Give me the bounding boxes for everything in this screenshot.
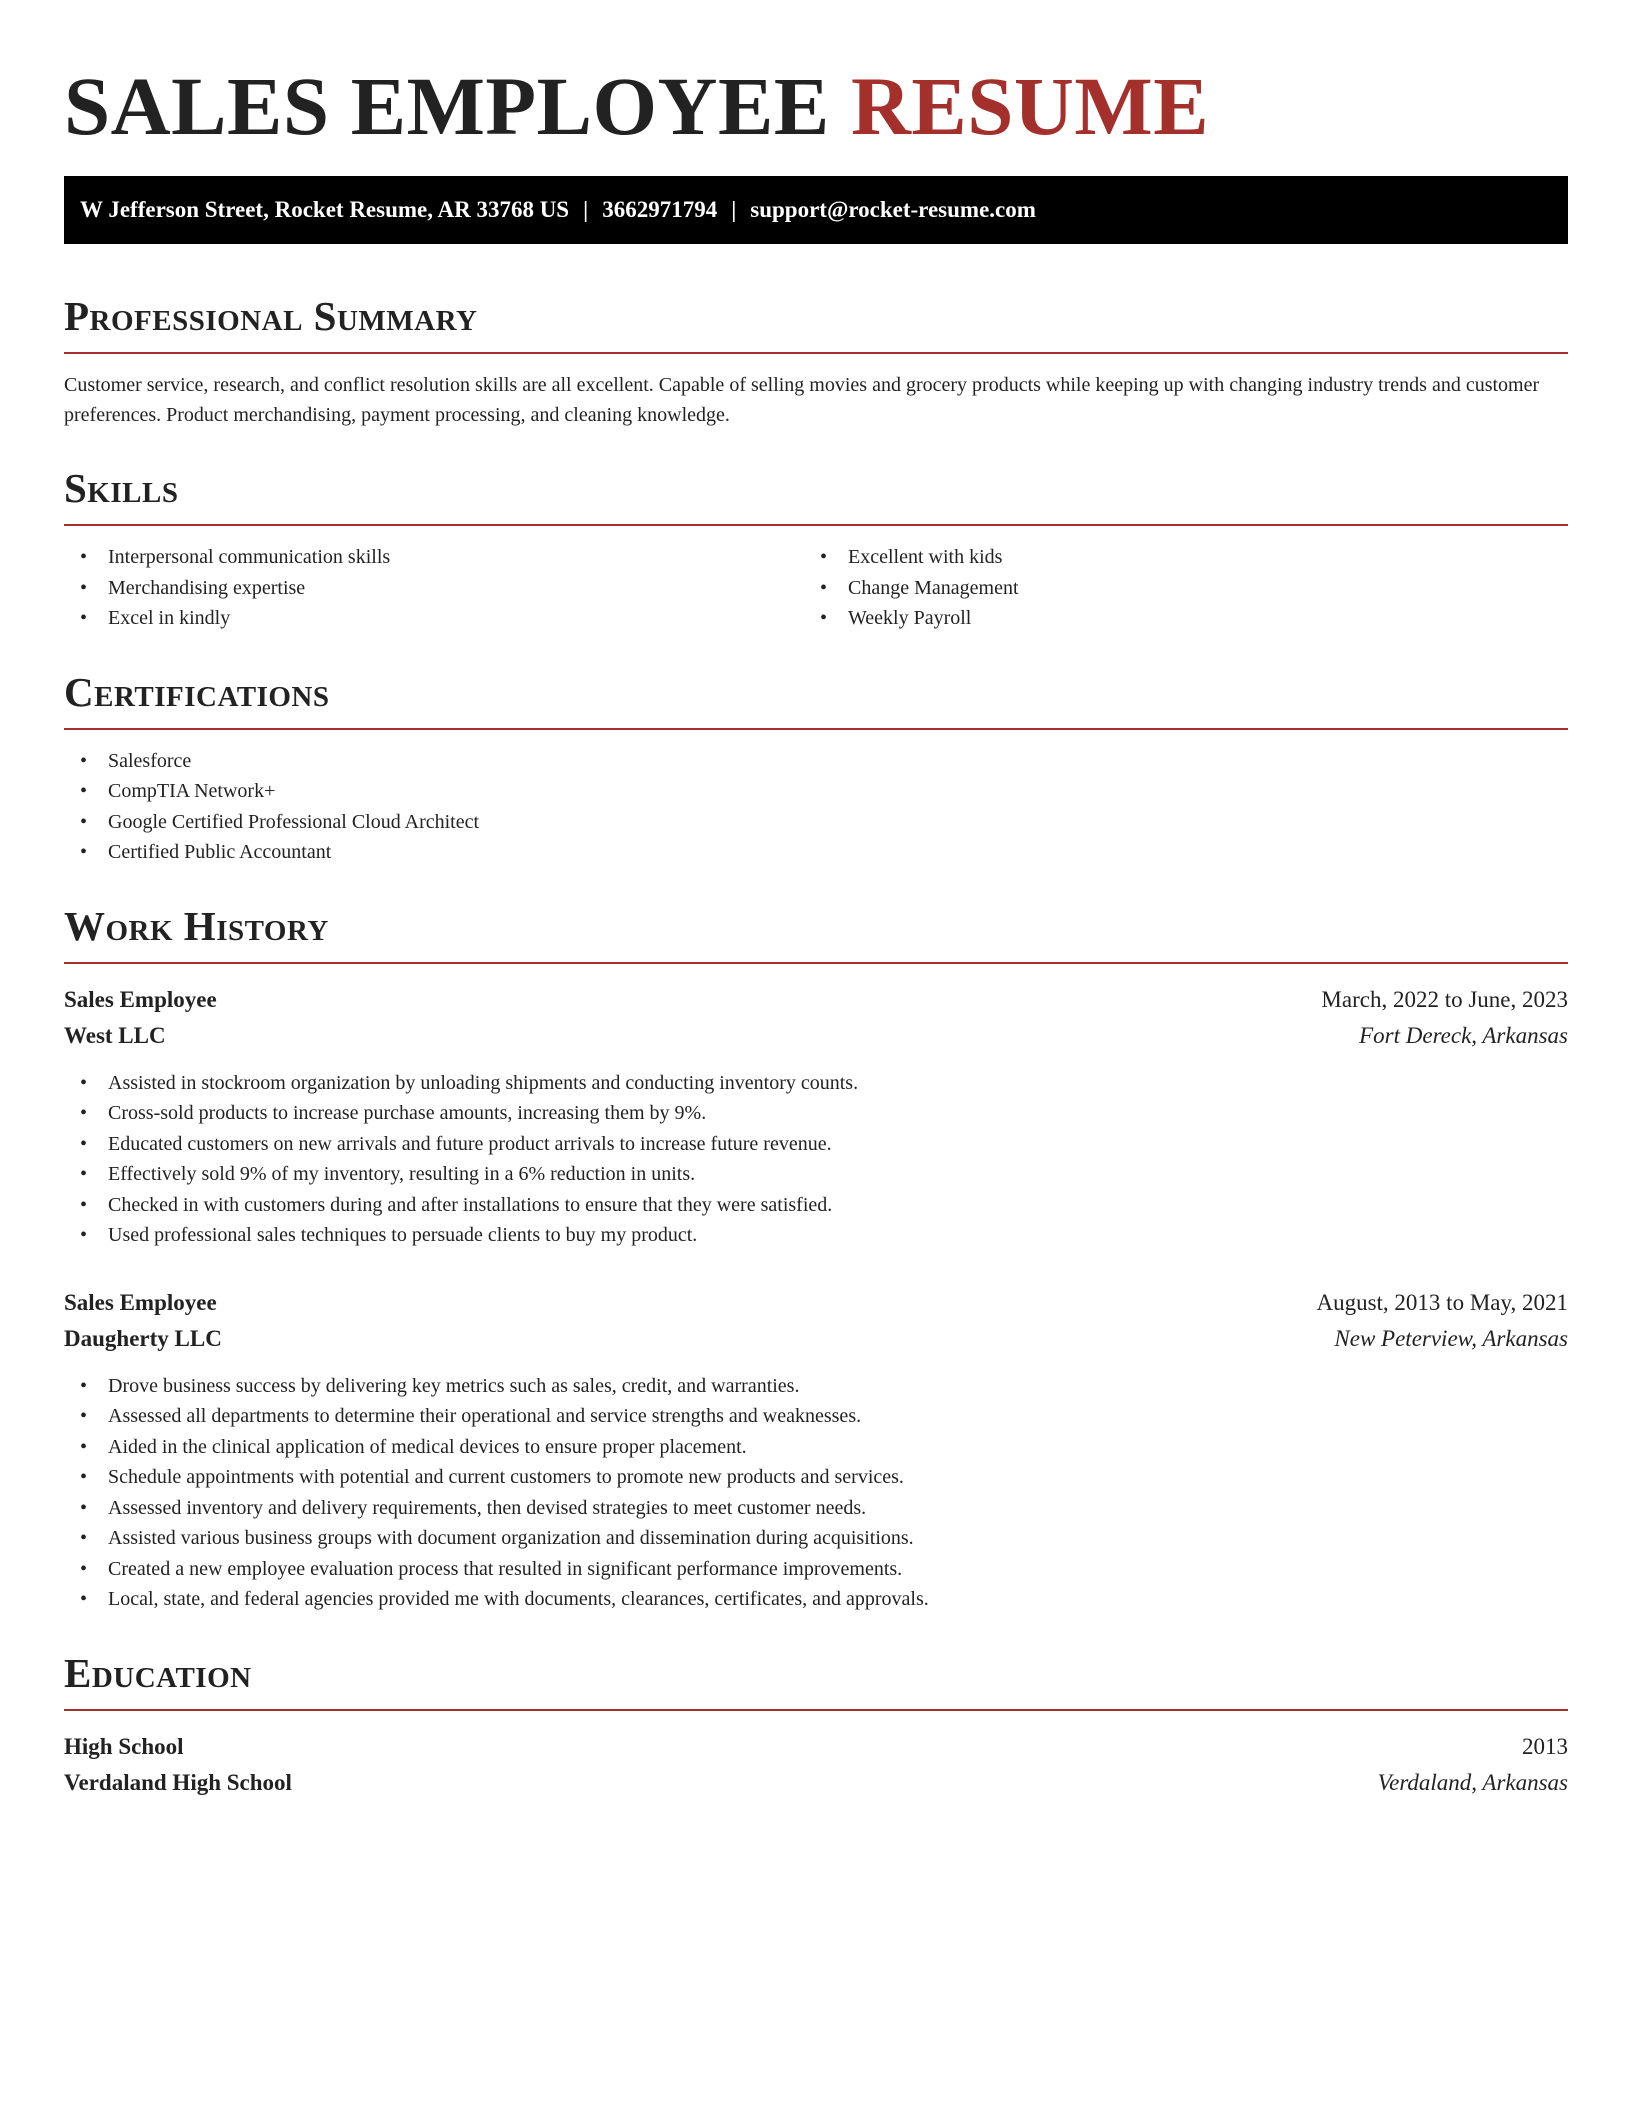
contact-address: W Jefferson Street, Rocket Resume, AR 33768 US xyxy=(80,197,570,222)
certifications-heading: Certifications xyxy=(64,664,1568,730)
certification-item: • Certified Public Accountant xyxy=(64,837,1568,868)
summary-heading: Professional Summary xyxy=(64,288,1568,354)
job-entry xyxy=(64,982,1568,1251)
skill-item: • Excel in kindly xyxy=(64,603,804,634)
job-company: West LLC xyxy=(64,1022,166,1048)
job-duty: • Schedule appointments with potential and current customers to promote new products and services. xyxy=(64,1462,1568,1493)
certification-item: • Google Certified Professional Cloud Architect xyxy=(64,807,1568,838)
title-accent: RESUME xyxy=(850,60,1210,152)
job-title-row xyxy=(64,1285,1568,1321)
skills-section xyxy=(64,460,1568,634)
job-duty: • Drove business success by delivering key metrics such as sales, credit, and warranties. xyxy=(64,1371,1568,1402)
skills-list-left xyxy=(64,542,804,634)
contact-phone: 3662971794 xyxy=(602,197,718,222)
job-company: Daugherty LLC xyxy=(64,1325,222,1351)
job-duty: • Checked in with customers during and after installations to ensure that they were satisfied. xyxy=(64,1190,1568,1221)
job-duties-list xyxy=(64,1371,1568,1615)
job-location: New Peterview, Arkansas xyxy=(1334,1325,1568,1351)
contact-separator: | xyxy=(731,197,737,222)
education-degree: High School xyxy=(64,1733,184,1759)
work-history-heading: Work History xyxy=(64,898,1568,964)
job-duty: • Assisted various business groups with document organization and dissemination during acquisitions. xyxy=(64,1523,1568,1554)
job-title-row xyxy=(64,982,1568,1018)
job-duty: • Assisted in stockroom organization by unloading shipments and conducting inventory counts. xyxy=(64,1068,1568,1099)
education-year: 2013 xyxy=(1522,1733,1568,1759)
education-school: Verdaland High School xyxy=(64,1769,292,1795)
job-title: Sales Employee xyxy=(64,986,217,1012)
certifications-list xyxy=(64,746,1568,868)
job-duties-list xyxy=(64,1068,1568,1251)
certification-item: • Salesforce xyxy=(64,746,1568,777)
job-location: Fort Dereck, Arkansas xyxy=(1359,1022,1568,1048)
job-dates: August, 2013 to May, 2021 xyxy=(1316,1289,1568,1315)
title-main: SALES EMPLOYEE xyxy=(64,60,830,152)
education-heading: Education xyxy=(64,1645,1568,1711)
job-duty: • Local, state, and federal agencies provided me with documents, clearances, certificates, and approvals. xyxy=(64,1584,1568,1615)
skills-grid xyxy=(64,542,1568,634)
job-company-row xyxy=(64,1321,1568,1357)
skills-heading: Skills xyxy=(64,460,1568,526)
education-location: Verdaland, Arkansas xyxy=(1377,1769,1568,1795)
job-company-row xyxy=(64,1018,1568,1054)
job-duty: • Assessed all departments to determine their operational and service strengths and weaknesses. xyxy=(64,1401,1568,1432)
job-title: Sales Employee xyxy=(64,1289,217,1315)
job-entry xyxy=(64,1285,1568,1615)
skill-item: • Excellent with kids xyxy=(804,542,1544,573)
job-duty: • Created a new employee evaluation process that resulted in significant performance improvements. xyxy=(64,1554,1568,1585)
contact-bar xyxy=(64,176,1568,244)
job-duty: • Aided in the clinical application of medical devices to ensure proper placement. xyxy=(64,1432,1568,1463)
skill-item: • Change Management xyxy=(804,573,1544,604)
skills-list-right xyxy=(804,542,1544,634)
skill-item: • Merchandising expertise xyxy=(64,573,804,604)
job-dates: March, 2022 to June, 2023 xyxy=(1321,986,1568,1012)
contact-separator: | xyxy=(583,197,589,222)
summary-text: Customer service, research, and conflict resolution skills are all excellent. Capable of selling movies and grocery products while keeping up with changing industry trends and customer preferences. Product merchandising, payment processing, and cleaning knowledge. xyxy=(64,374,1540,426)
contact-email[interactable]: support@rocket-resume.com xyxy=(750,197,1036,222)
work-history-section xyxy=(64,898,1568,1615)
skill-item: • Weekly Payroll xyxy=(804,603,1544,634)
education-entry xyxy=(64,1729,1568,1801)
education-degree-row xyxy=(64,1729,1568,1765)
certifications-section xyxy=(64,664,1568,868)
skill-item: • Interpersonal communication skills xyxy=(64,542,804,573)
job-duty: • Educated customers on new arrivals and future product arrivals to increase future revenue. xyxy=(64,1129,1568,1160)
job-duty: • Cross-sold products to increase purchase amounts, increasing them by 9%. xyxy=(64,1098,1568,1129)
education-section xyxy=(64,1645,1568,1801)
job-duty: • Used professional sales techniques to persuade clients to buy my product. xyxy=(64,1220,1568,1251)
resume-page xyxy=(64,0,1568,1801)
education-school-row xyxy=(64,1765,1568,1801)
job-duty: • Effectively sold 9% of my inventory, resulting in a 6% reduction in units. xyxy=(64,1159,1568,1190)
resume-title xyxy=(64,56,1568,156)
certification-item: • CompTIA Network+ xyxy=(64,776,1568,807)
job-duty: • Assessed inventory and delivery requirements, then devised strategies to meet customer needs. xyxy=(64,1493,1568,1524)
